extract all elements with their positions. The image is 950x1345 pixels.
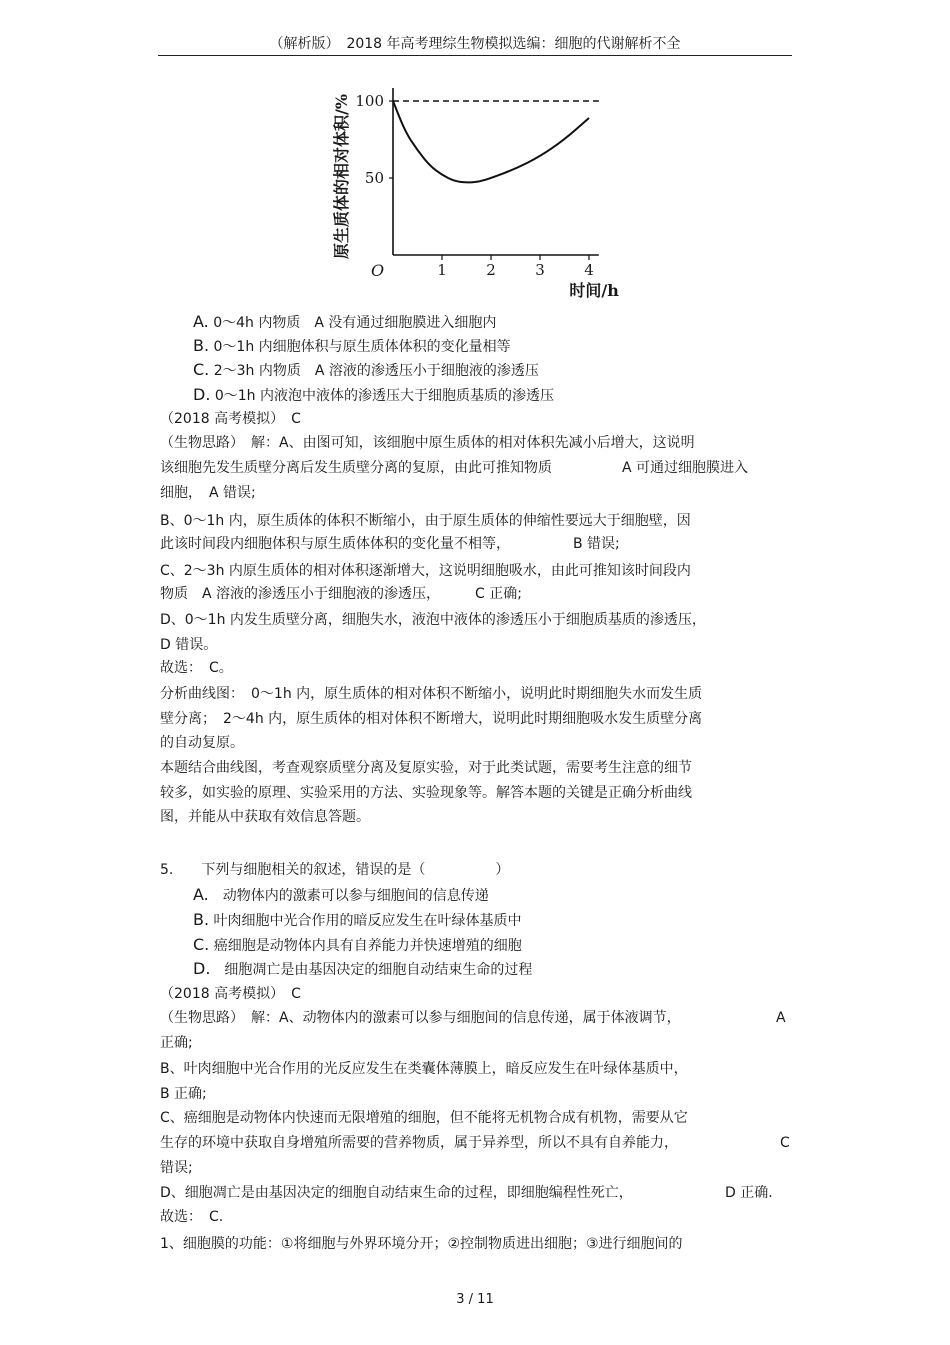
q5-option-d: [193, 958, 532, 981]
q5-line: B、叶肉细胞中光合作用的光反应发生在类囊体薄膜上，暗反应发生在叶绿体基质中，: [160, 1061, 688, 1077]
volume-chart: [325, 78, 625, 303]
q4-option-a: [193, 311, 496, 334]
option-mark: C.: [193, 360, 210, 379]
option-text: 动物体内的激素可以参与细胞间的信息传递: [208, 888, 489, 904]
q5-line: 生存的环境中获取自身增殖所需要的营养物质，属于异养型，所以不具有自养能力，: [160, 1135, 678, 1151]
q4-option-d: [193, 384, 554, 407]
q4-line: 该细胞先发生质壁分离后发生质壁分离的复原，由此可推知物质 A 可通过细胞膜进入: [160, 460, 749, 476]
q5-line: B 正确;: [160, 1086, 207, 1102]
option-text: 叶肉细胞中光合作用的暗反应发生在叶绿体基质中: [209, 913, 522, 929]
page-number: 3 / 11: [456, 1292, 494, 1307]
y-tick-label: 100: [355, 92, 384, 110]
y-axis-title: 原生质体的相对体积/%: [332, 93, 351, 260]
origin-label: O: [371, 261, 385, 280]
header-rule: [158, 55, 792, 56]
q5-stem: 5. 下列与细胞相关的叙述，错误的是（ ）: [160, 862, 510, 878]
q4-line: B、0～1h 内，原生质体的体积不断缩小，由于原生质体的伸缩性要远大于细胞壁，因: [160, 513, 691, 529]
x-tick-label: 2: [486, 261, 496, 279]
q4-line: 的自动复原。: [160, 735, 244, 751]
q4-line: （生物思路） 解：A、由图可知，该细胞中原生质体的相对体积先减小后增大，这说明: [160, 435, 695, 451]
q5-option-a: [193, 884, 489, 907]
y-tick-label: 50: [364, 169, 384, 187]
option-mark: B.: [193, 910, 210, 929]
q4-option-b: [193, 335, 511, 358]
q5-line: （生物思路） 解：A、动物体内的激素可以参与细胞间的信息传递，属于体液调节，: [160, 1010, 681, 1026]
volume-curve: [393, 101, 589, 182]
q5-option-b: [193, 909, 522, 932]
q4-answer: （2018 高考模拟） C: [160, 411, 301, 427]
q4-line: 物质 A 溶液的渗透压小于细胞液的渗透压， C 正确;: [160, 586, 522, 602]
q4-line: 此该时间段内细胞体积与原生质体体积的变化量不相等， B 错误;: [160, 536, 620, 552]
q4-line: 壁分离； 2～4h 内，原生质体的相对体积不断增大，说明此时期细胞吸水发生质壁分离: [160, 711, 703, 727]
chart-axes: [389, 88, 599, 260]
option-text: 0～4h 内物质 A 没有通过细胞膜进入细胞内: [208, 315, 497, 331]
q4-line: 本题结合曲线图，考查观察质壁分离及复原实验，对于此类试题，需要考生注意的细节: [160, 760, 692, 776]
q4-line: 故选： C。: [160, 660, 233, 676]
x-tick-label: 1: [437, 261, 447, 279]
option-text: 细胞凋亡是由基因决定的细胞自动结束生命的过程: [210, 962, 533, 978]
q5-right-mark: D 正确.: [725, 1185, 773, 1201]
x-tick-label: 4: [584, 261, 594, 279]
q4-line: 细胞， A 错误;: [160, 485, 256, 501]
q4-line: C、2～3h 内原生质体的相对体积逐渐增大，这说明细胞吸水，由此可推知该时间段内: [160, 563, 691, 579]
q4-line: D、0～1h 内发生质壁分离，细胞失水，液泡中液体的渗透压小于细胞质基质的渗透压，: [160, 612, 706, 628]
option-text: 癌细胞是动物体内具有自养能力并快速增殖的细胞: [209, 938, 522, 954]
q4-line: 图，并能从中获取有效信息答题。: [160, 809, 370, 825]
q5-line: C、癌细胞是动物体内快速而无限增殖的细胞，但不能将无机物合成有机物，需要从它: [160, 1110, 688, 1126]
q4-line: 较多，如实验的原理、实验采用的方法、实验现象等。解答本题的关键是正确分析曲线: [160, 785, 692, 801]
q5-line: 正确;: [160, 1035, 193, 1051]
page-header: （解析版） 2018 年高考理综生物模拟选编：细胞的代谢解析不全: [269, 36, 681, 52]
q4-line: 分析曲线图： 0～1h 内，原生质体的相对体积不断缩小，说明此时期细胞失水而发生质: [160, 686, 703, 702]
q5-line: 1、细胞膜的功能：①将细胞与外界环境分开；②控制物质进出细胞；③进行细胞间的: [160, 1236, 683, 1252]
option-mark: A.: [193, 312, 209, 331]
option-mark: B.: [193, 336, 210, 355]
option-mark: A.: [193, 885, 209, 904]
q5-line: D、细胞凋亡是由基因决定的细胞自动结束生命的过程，即细胞编程性死亡，: [160, 1185, 633, 1201]
option-text: 0～1h 内细胞体积与原生质体体积的变化量相等: [209, 339, 511, 355]
chart-labels: [332, 92, 619, 300]
q5-right-mark: A: [776, 1010, 786, 1026]
x-tick-label: 3: [535, 261, 545, 279]
option-mark: D.: [193, 959, 211, 978]
q5-line: 错误;: [160, 1160, 193, 1176]
q5-line: 故选： C.: [160, 1209, 224, 1225]
option-mark: D.: [193, 385, 211, 404]
q4-line: D 错误。: [160, 637, 218, 653]
x-axis-title: 时间/h: [569, 281, 619, 300]
option-mark: C.: [193, 935, 210, 954]
q5-answer: （2018 高考模拟） C: [160, 986, 301, 1002]
q5-right-mark: C: [780, 1135, 790, 1151]
q5-option-c: [193, 934, 522, 957]
option-text: 0～1h 内液泡中液体的渗透压大于细胞质基质的渗透压: [210, 388, 554, 404]
chart-series: [393, 101, 599, 182]
q4-option-c: [193, 359, 539, 382]
option-text: 2～3h 内物质 A 溶液的渗透压小于细胞液的渗透压: [209, 363, 539, 379]
